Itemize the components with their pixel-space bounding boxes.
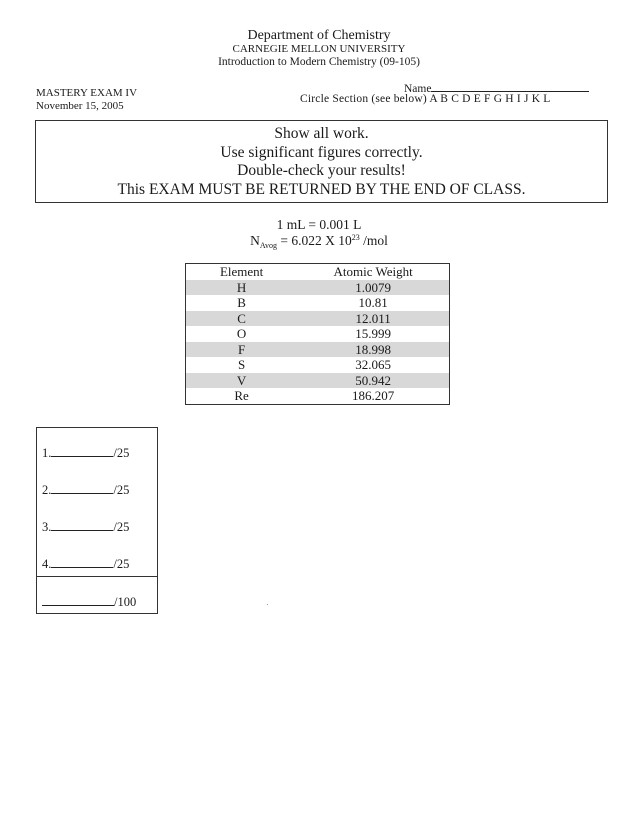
atomic-weight: 10.81 [358, 295, 388, 311]
atomic-weight: 32.065 [355, 357, 391, 373]
instructions-box [35, 120, 608, 203]
exam-title: MASTERY EXAM IV [36, 87, 138, 99]
total-max: /100 [114, 595, 137, 609]
name-label: Name [404, 83, 432, 95]
score-row-1[interactable] [42, 446, 129, 461]
avogadro-constant [0, 233, 638, 250]
atomic-weight: 1.0079 [297, 280, 449, 295]
score-max: /25 [113, 446, 130, 460]
atomic-weight: 12.011 [297, 311, 449, 326]
atomic-weight: 18.998 [297, 342, 449, 357]
score-divider [37, 576, 157, 577]
volume-conversion: 1 mL = 0.001 L [276, 217, 362, 232]
element-symbol: B [237, 295, 246, 311]
question-number: 2. [42, 483, 52, 497]
element-symbol: C [186, 311, 298, 326]
table-header-row [186, 264, 450, 281]
question-number: 3. [42, 520, 52, 534]
element-symbol: S [238, 357, 246, 373]
instruction-line: This EXAM MUST BE RETURNED BY THE END OF CLASS. [117, 180, 526, 198]
department-name: Department of Chemistry [247, 28, 391, 43]
score-blank[interactable] [51, 557, 113, 568]
university-name: CARNEGIE MELLON UNIVERSITY [232, 43, 406, 55]
exam-date: November 15, 2005 [36, 100, 124, 112]
score-row-3[interactable] [42, 520, 129, 535]
score-box [36, 427, 158, 614]
score-row-4[interactable] [42, 557, 129, 572]
avogadro-exponent: 23 [351, 233, 360, 242]
atomic-weight: 186.207 [351, 388, 395, 404]
scan-speck [267, 604, 268, 605]
instruction-line: Double-check your results! [237, 162, 406, 179]
atomic-weight: 50.942 [297, 373, 449, 388]
score-blank[interactable] [51, 483, 113, 494]
atomic-weight-table [185, 263, 450, 405]
table-row [186, 311, 450, 326]
element-symbol: V [186, 373, 298, 388]
element-symbol: Re [234, 388, 249, 404]
table-row [186, 388, 450, 404]
exam-info [36, 87, 137, 113]
avogadro-subscript: Avog [259, 241, 278, 250]
instruction-line: Show all work. [274, 125, 369, 142]
name-underline[interactable] [431, 82, 589, 92]
section-letters[interactable]: A B C D E F G H I J K L [429, 93, 551, 105]
score-row-2[interactable] [42, 483, 129, 498]
table-header-element: Element [219, 264, 264, 279]
table-row [186, 373, 450, 388]
table-row [186, 326, 450, 341]
section-field [300, 93, 551, 105]
score-blank[interactable] [51, 520, 113, 531]
table-header-weight: Atomic Weight [333, 264, 413, 279]
score-max: /25 [113, 483, 130, 497]
score-row-total[interactable] [42, 595, 136, 610]
atomic-weight: 15.999 [355, 326, 391, 342]
score-max: /25 [113, 557, 130, 571]
section-label: Circle Section (see below) [300, 93, 427, 105]
course-title: Introduction to Modern Chemistry (09-105) [218, 56, 420, 68]
element-symbol: F [186, 342, 298, 357]
avogadro-unit: /mol [359, 233, 388, 248]
table-row [186, 342, 450, 357]
table-row [186, 295, 450, 310]
element-symbol: H [186, 280, 298, 295]
total-blank[interactable] [42, 595, 114, 606]
score-max: /25 [113, 520, 130, 534]
table-row [186, 280, 450, 295]
element-symbol: O [236, 326, 247, 342]
table-row [186, 357, 450, 372]
question-number: 1. [42, 446, 52, 460]
instruction-line: Use significant figures correctly. [220, 143, 423, 161]
avogadro-symbol: N [250, 233, 260, 248]
question-number: 4. [42, 557, 52, 571]
avogadro-value: = 6.022 X 10 [277, 233, 352, 248]
score-blank[interactable] [51, 446, 113, 457]
